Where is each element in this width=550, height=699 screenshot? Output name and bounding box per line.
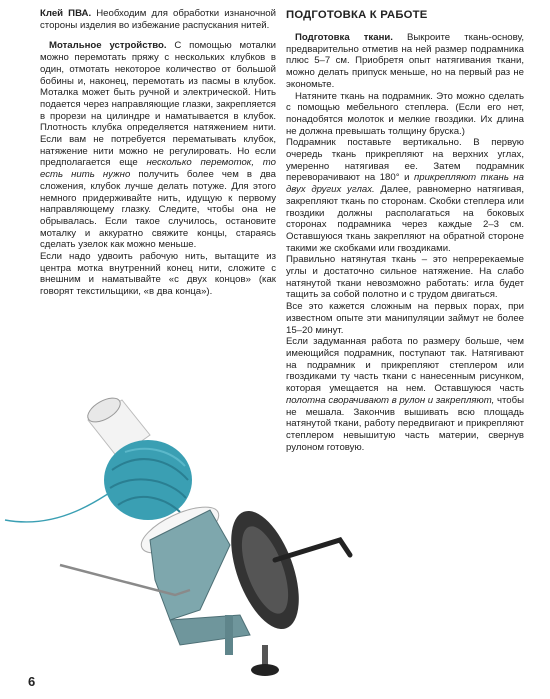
large-work-text-b: чтобы не мешала. Закончив вышивать всю площадь натянутой ткани, работу передвигают и прикрепляют степлером невышитую часть материи, свернув рулоном готовую. xyxy=(286,394,524,453)
paragraph-stretch: Натяните ткань на подрамник. Это можно сделать с помощью мебельного степлера. (Если его нет, понадобятся молоток и мелкие гвоздики. Их длина не должна превышать толщину бруска.) xyxy=(286,90,524,137)
term-glue: Клей ПВА. xyxy=(40,8,92,19)
paragraph-winder xyxy=(40,40,276,251)
winder-text-b: получить более чем в два сложения, клубок лучше делать потуже. Для этого немного придерживайте нить, идущую к первому направляющему глазку. Следите, чтобы она не обрывалась. Если такое случилось, остановите моталку и аккуратно свяжите концы, стараясь сделать узелок как можно меньше. xyxy=(40,169,276,251)
paragraph-frame xyxy=(286,137,524,254)
glue-text: Необходим для обработки изнаночной стороны изделия во избежание распускания нитей. xyxy=(40,8,276,31)
paragraph-double-thread: Если надо удвоить рабочую нить, вытащите из центра мотка внутренний конец нити, сложите с внешним и наматывайте «с двух концов» (как говорят текстильщики, «в два конца»). xyxy=(40,251,276,298)
term-winder: Мотальное устройство. xyxy=(49,40,167,52)
yarn-ball xyxy=(104,440,192,520)
paragraph-fabric-prep xyxy=(286,32,524,91)
page-number: 6 xyxy=(28,674,36,689)
frame-text-a: Подрамник поставьте вертикально. В первую очередь ткань прикрепляют на верхних углах, умеренно натягивая ее. Затем подрамник переворачивают на 180° и xyxy=(286,137,524,184)
yarn-winder-illustration-icon xyxy=(0,380,360,680)
frame-italic: прикрепляют ткань на двух других углах. xyxy=(286,172,524,196)
section-heading: ПОДГОТОВКА К РАБОТЕ xyxy=(286,9,428,21)
large-work-text-a: Если задуманная работа по размеру больше, чем имеющийся подрамник, поступают так. Натягивают на подрамник и прикрепляют степлером или гвоздиками ту часть ткани с нанесенным рисунком, которая умещается на нем. Оставшуюся часть xyxy=(286,336,524,395)
clamp-screw xyxy=(251,645,279,676)
term-fabric-prep: Подготовка ткани. xyxy=(295,32,393,43)
frame-text-b: Далее, равномерно натягивая, закрепляют ткань по сторонам. Скобки степлера или гвоздики должны располагаться на боковых сторонах подрамника через каждые 2–3 см. Оставшуюся ткань закрепляют на обратной стороне такими же скобками или гвоздиками. xyxy=(286,184,524,254)
fabric-prep-text: Выкроите ткань-основу, предварительно отметив на ней размер подрамника плюс 5–7 см. Приобретя опыт натягивания ткани, можно делать припуск меньше, но на первый раз не экономьте. xyxy=(286,32,524,90)
paragraph-experience: Все это кажется сложным на первых порах, при известном опыте эти манипуляции займут не более 15–20 минут. xyxy=(286,301,524,336)
winder-text-a: С помощью моталки можно перемотать пряжу с нескольких клубков в один, отмотать некоторое количество от большой бобины и, наконец, перемотать из пасмы в клубок. Моталка может быть ручной и электрической. Нить подается через направляющие глазки, закрепляется в прорези на цилиндре и наматывается в клубок. Плотность клубка определяется натяжением нити. Если вам не потребуется перематывать клубок, натяжение нити можно не регулировать. Но если предполагается еще xyxy=(40,40,276,169)
large-work-italic: полотна сворачивают в рулон и закрепляют, xyxy=(286,394,495,406)
left-column xyxy=(40,8,276,298)
paragraph-glue xyxy=(40,8,276,31)
winder-italic: несколько перемоток, то есть нить нужно xyxy=(40,157,276,181)
paragraph-tension: Правильно натянутая ткань – это непререкаемые углы и достаточно сильное натяжение. На слабо натянутой ткани невозможно работать: игла будет тащить за собой полотно и с трудом двигаться. xyxy=(286,254,524,301)
